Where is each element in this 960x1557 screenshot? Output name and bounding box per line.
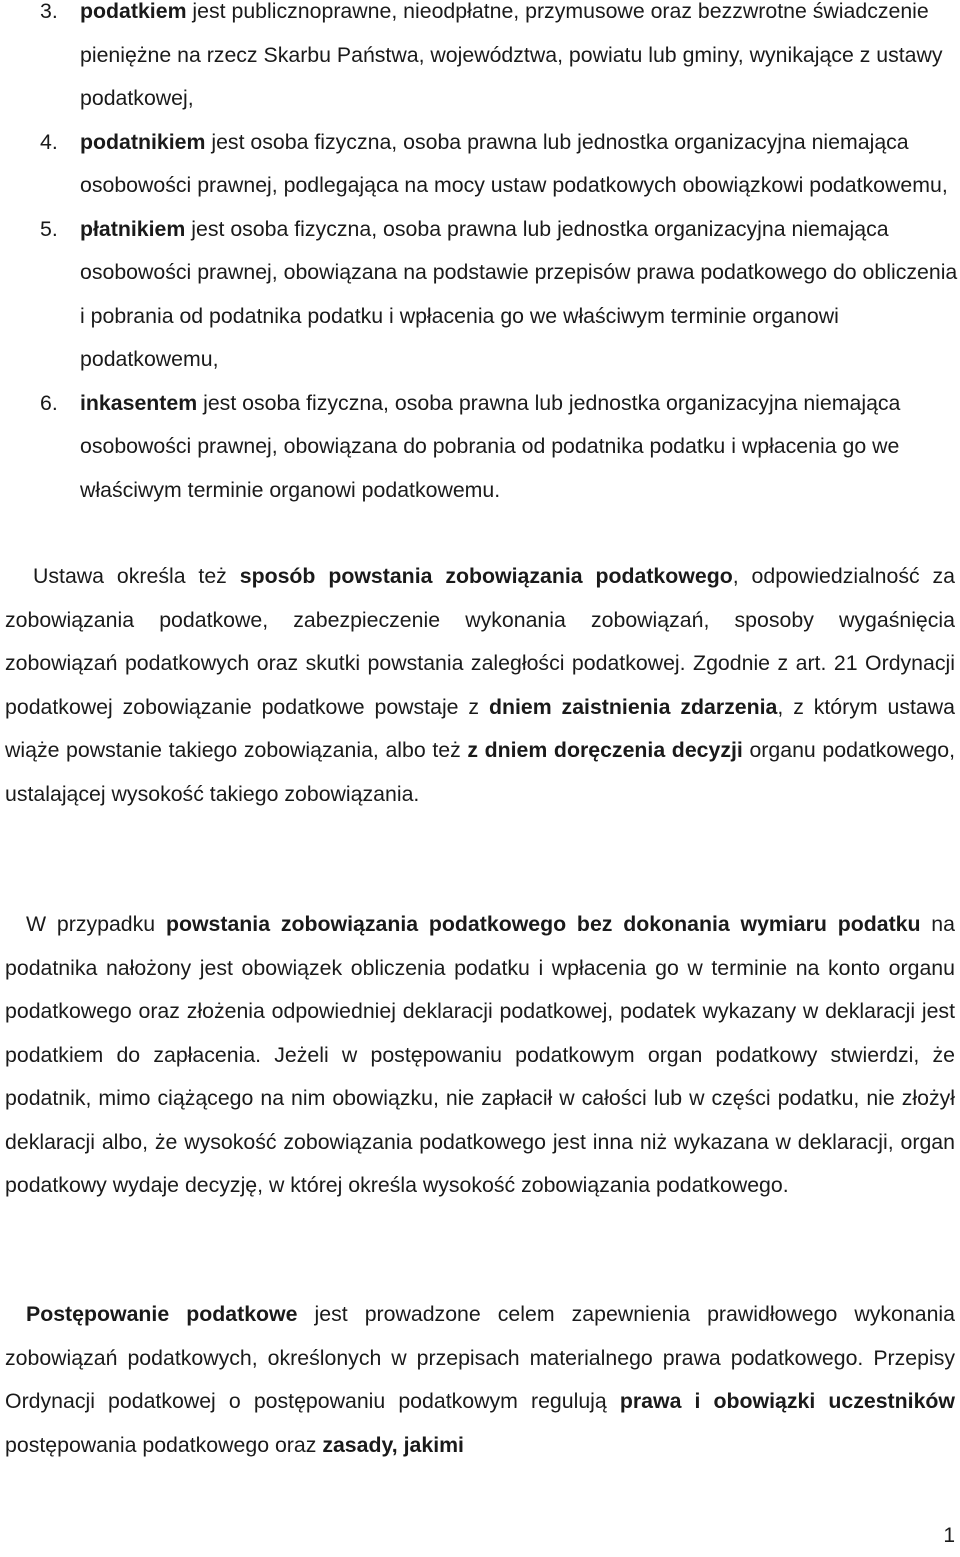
list-item bbox=[0, 208, 960, 382]
defined-term: płatnikiem bbox=[80, 216, 186, 241]
list-item bbox=[0, 382, 960, 513]
list-item-number: 3. bbox=[40, 0, 58, 23]
list-item-text: podatnikiem jest osoba fizyczna, osoba prawna lub jednostka organizacyjna niemająca osobowości prawnej, podlegająca na mocy ustaw podatkowych obowiązkowi podatkowemu, bbox=[80, 129, 948, 197]
list-item-number: 4. bbox=[40, 129, 58, 154]
defined-term: inkasentem bbox=[80, 390, 198, 415]
paragraph-tax-proceedings: Postępowanie podatkowe jest prowadzone celem zapewnienia prawidłowego wykonania zobowiązań podatkowych, określonych w przepisach materialnego prawa podatkowego. Przepisy Ordynacji podatkowej o postępowaniu podatkowym regulują prawa i obowiązki uczestników postępowania podatkowego oraz zasady, jakimi bbox=[5, 1302, 955, 1457]
list-item bbox=[0, 121, 960, 208]
defined-term: podatkiem bbox=[80, 0, 187, 23]
defined-term: podatnikiem bbox=[80, 129, 206, 154]
paragraph-obligation-origin: Ustawa określa też sposób powstania zobowiązania podatkowego, odpowiedzialność za zobowiązania podatkowe, zabezpieczenie wykonania zobowiązań, sposoby wygaśnięcia zobowiązań podatkowych oraz skutki powstania zaległości podatkowej. Zgodnie z art. 21 Ordynacji podatkowej zobowiązanie podatkowe powstaje z dniem zaistnienia zdarzenia, z którym ustawa wiąże powstanie takiego zobowiązania, albo też z dniem doręczenia decyzji organu podatkowego, ustalającej wysokość takiego zobowiązania. bbox=[5, 564, 956, 806]
list-item-number: 5. bbox=[40, 216, 58, 241]
definitions-list bbox=[0, 0, 960, 512]
list-item bbox=[0, 0, 960, 121]
list-item-number: 6. bbox=[40, 390, 58, 415]
list-item-text: podatkiem jest publicznoprawne, nieodpłatne, przymusowe oraz bezzwrotne świadczenie pieniężne na rzecz Skarbu Państwa, województwa, powiatu lub gminy, wynikające z ustawy podatkowej, bbox=[80, 0, 943, 110]
paragraph-self-assessment: W przypadku powstania zobowiązania podatkowego bez dokonania wymiaru podatku na podatnika nałożony jest obowiązek obliczenia podatku i wpłacenia go w terminie na konto organu podatkowego oraz złożenia odpowiedniej deklaracji podatkowej, podatek wykazany w deklaracji jest podatkiem do zapłacenia. Jeżeli w postępowaniu podatkowym organ podatkowy stwierdzi, że podatnik, mimo ciążącego na nim obowiązku, nie zapłacił w całości lub w części podatku, nie złożył deklaracji albo, że wysokość zobowiązania podatkowego jest inna niż wykazana w deklaracji, organ podatkowy wydaje decyzję, w której określa wysokość zobowiązania podatkowego. bbox=[5, 912, 955, 1197]
list-item-text: inkasentem jest osoba fizyczna, osoba prawna lub jednostka organizacyjna niemająca osobowości prawnej, obowiązana do pobrania od podatnika podatku i wpłacenia go we właściwym terminie organowi podatkowemu. bbox=[80, 390, 901, 502]
page-number: 1 bbox=[943, 1524, 955, 1547]
list-item-text: płatnikiem jest osoba fizyczna, osoba prawna lub jednostka organizacyjna niemająca osobowości prawnej, obowiązana na podstawie przepisów prawa podatkowego do obliczenia i pobrania od podatnika podatku i wpłacenia go we właściwym terminie organowi podatkowemu, bbox=[80, 216, 958, 371]
